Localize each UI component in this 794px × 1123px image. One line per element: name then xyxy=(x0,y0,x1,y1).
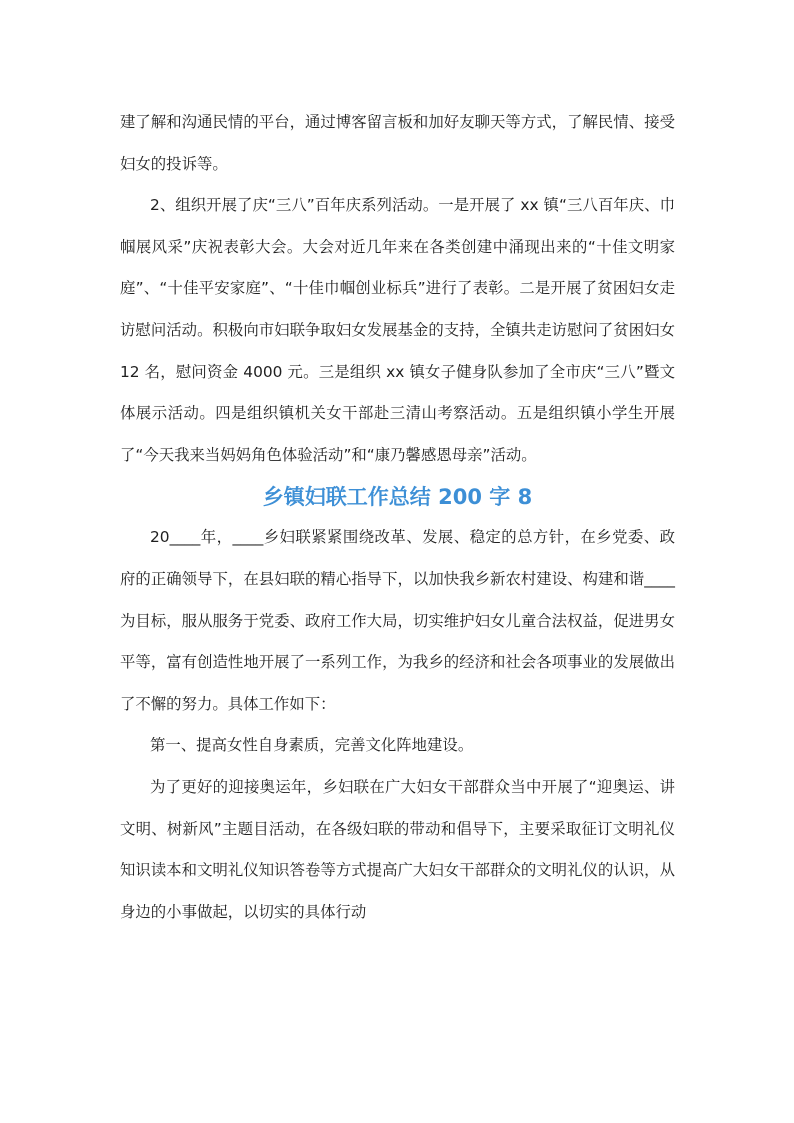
paragraph-continued: 建了解和沟通民情的平台，通过博客留言板和加好友聊天等方式，了解民情、接受妇女的投诉等。 xyxy=(120,113,675,173)
paragraph-activities: 2、组织开展了庆“三八”百年庆系列活动。一是开展了 xx 镇“三八百年庆、巾帼展风采”庆祝表彰大会。大会对近几年来在各类创建中涌现出来的“十佳文明家庭”、“十佳平安家庭”、“十佳巾帼创业标兵”进行了表彰。二是开展了贫困妇女走访慰问活动。积极向市妇联争取妇女发展基金的支持，全镇共走访慰问了贫困妇女 12 名，慰问资金 4000 元。三是组织 xx 镇女子健身队参加了全市庆“三八”暨文体展示活动。四是组织镇机关女干部赴三清山考察活动。五是组织镇小学生开展了“今天我来当妈妈角色体验活动”和“康乃馨感恩母亲”活动。 xyxy=(120,196,675,464)
paragraph-first-point: 第一、提高女性自身素质，完善文化阵地建设。 xyxy=(150,736,474,755)
paragraph-intro: 20____年，____乡妇联紧紧围绕改革、发展、稳定的总方针，在乡党委、政府的正确领导下，在县妇联的精心指导下，以加快我乡新农村建设、构建和谐____为目标，服从服务于党委、政府工作大局，切实维护妇女儿童合法权益，促进男女平等，富有创造性地开展了一系列工作，为我乡的经济和社会各项事业的发展做出了不懈的努力。具体工作如下： xyxy=(120,528,675,713)
document-page xyxy=(120,102,675,933)
paragraph-olympics: 为了更好的迎接奥运年，乡妇联在广大妇女干部群众当中开展了“迎奥运、讲文明、树新风”主题目活动，在各级妇联的带动和倡导下，主要采取征订文明礼仪知识读本和文明礼仪知识答卷等方式提高广大妇女干部群众的文明礼仪的认识，从身边的小事做起，以切实的具体行动 xyxy=(120,777,675,921)
section-heading: 乡镇妇联工作总结 200 字 8 xyxy=(262,485,533,510)
